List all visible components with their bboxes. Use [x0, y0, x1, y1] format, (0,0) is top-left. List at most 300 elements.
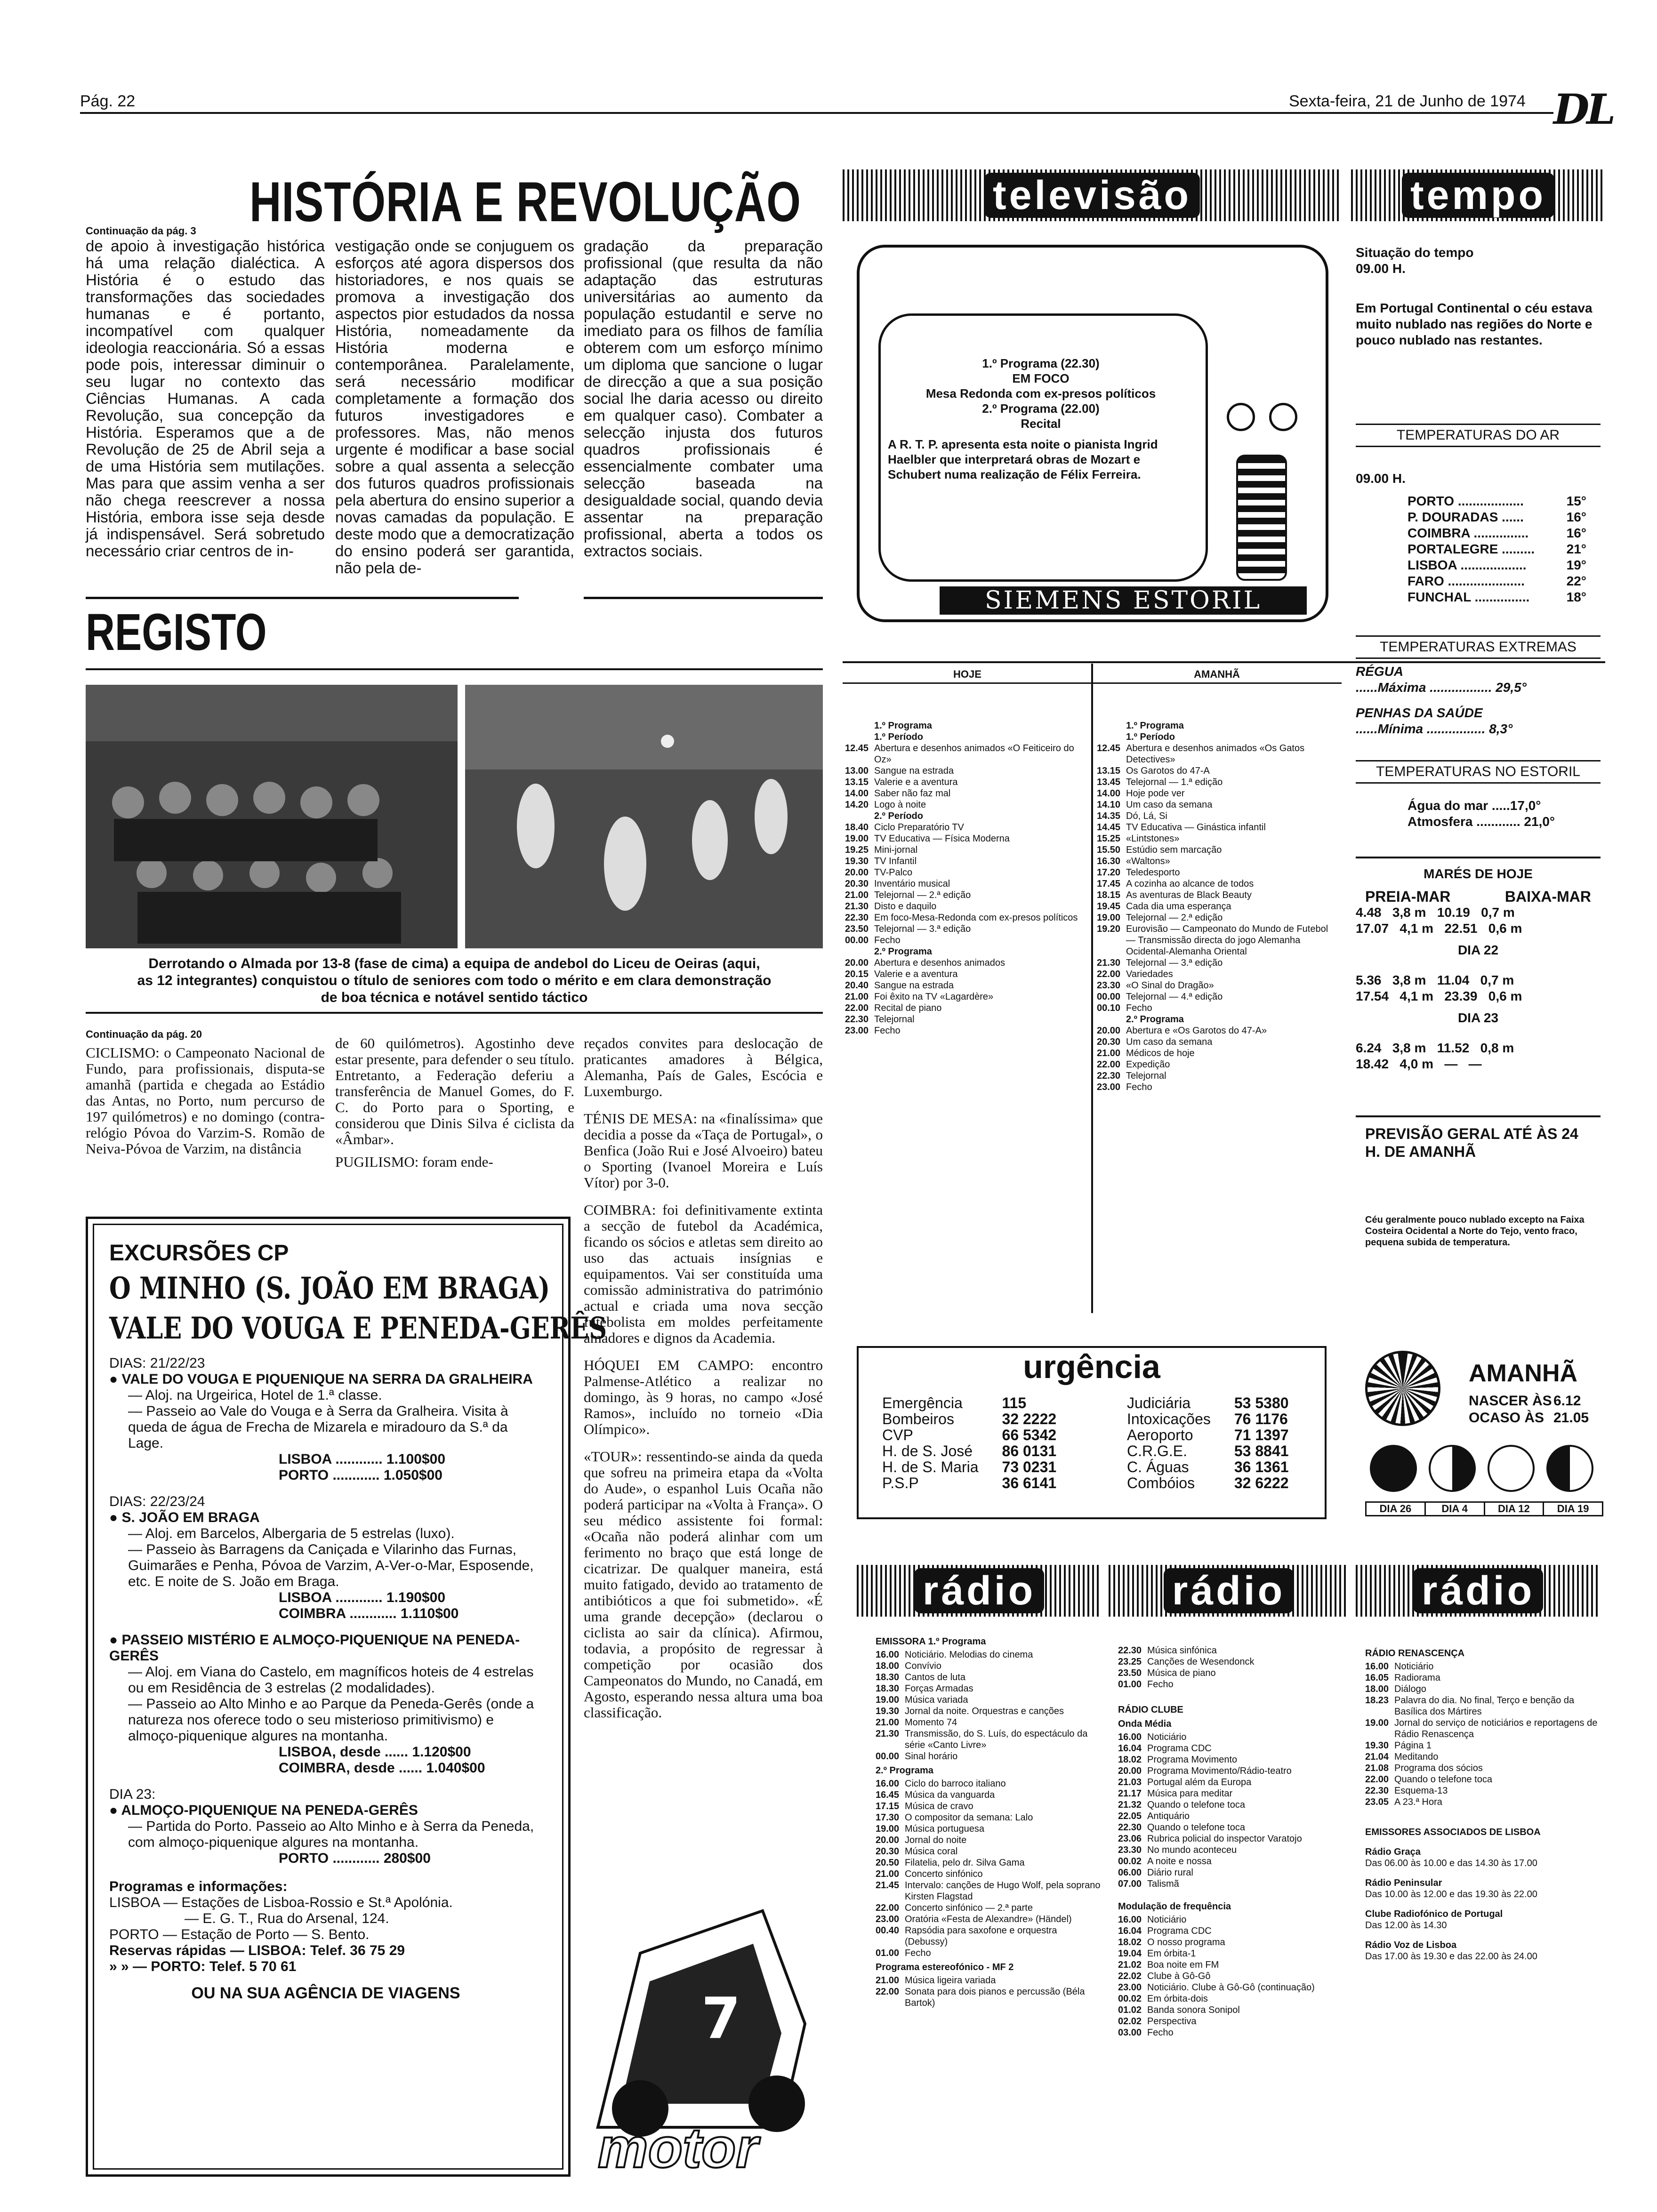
listing-title: Música portuguesa [905, 1824, 984, 1834]
urgency-row [882, 1459, 1061, 1475]
urgency-service: Emergência [882, 1395, 963, 1411]
listing-row [1118, 1822, 1344, 1833]
header-rule [80, 112, 1553, 114]
urgency-service: Bombeiros [882, 1411, 954, 1427]
motor-ad [584, 1883, 823, 2180]
radio-list [1118, 1914, 1344, 2038]
listing-row [1097, 1002, 1339, 1014]
listing-title: TV Educativa — Ginástica infantil [1126, 822, 1266, 833]
amanha-title: AMANHÃ [1469, 1360, 1578, 1387]
listing-time: 16.00 [876, 1650, 900, 1660]
listing-time: 00.00 [1097, 992, 1121, 1002]
listing-title: Jornal do serviço de noticiários e reportagens de Rádio Renascença [1394, 1718, 1598, 1739]
sunset-value: 21.05 [1553, 1410, 1589, 1426]
listing-row [876, 1672, 1102, 1683]
listing-row [1118, 1833, 1344, 1844]
sunrise-value: 6.12 [1553, 1393, 1581, 1409]
radio-banner-title: rádio [1413, 1568, 1543, 1613]
station-name: Rádio Graça [1365, 1847, 1421, 1857]
listing-time [845, 731, 874, 743]
ad-title-1: O MINHO (S. JOÃO EM BRAGA) [109, 1271, 550, 1306]
city-temp-row [1408, 541, 1586, 557]
listing-time: 20.00 [1118, 1766, 1142, 1776]
listing-time: 21.30 [1097, 958, 1121, 968]
listing-row [845, 867, 1087, 878]
listing-title: O compositor da semana: Lalo [905, 1812, 1033, 1823]
air-temps [1356, 471, 1601, 605]
listing-row [876, 1694, 1102, 1706]
listing-time: 21.00 [876, 1717, 900, 1728]
listing-row [1097, 1082, 1339, 1093]
listing-row [1097, 1070, 1339, 1082]
ad-item: ● S. JOÃO EM BRAGA [109, 1510, 260, 1525]
continuation-note: Continuação da pág. 3 [86, 225, 196, 237]
divider [584, 597, 823, 599]
listing-row [1365, 1672, 1601, 1683]
listing-title: TV Infantil [874, 856, 917, 866]
listing-title: 2.º Programa [874, 946, 932, 957]
urgency-service: H. de S. Maria [882, 1459, 979, 1475]
listing-time: 13.15 [1097, 766, 1121, 776]
tv-knob-icon [1227, 403, 1255, 431]
listing-time: 18.40 [845, 822, 869, 833]
listing-row [1118, 1937, 1344, 1948]
listing-title: Talismã [1147, 1879, 1179, 1889]
city-name: FUNCHAL ............... [1408, 590, 1530, 604]
listing-title: Jornal do noite [905, 1835, 967, 1845]
listing-title: «Lintstones» [1126, 834, 1180, 844]
listing-title: Disto e daquilo [874, 901, 937, 912]
listing-time: 22.30 [845, 913, 869, 923]
team-photo [86, 685, 458, 948]
listing-time: 20.00 [1097, 1026, 1121, 1036]
ad-price: PORTO ............ 280$00 [279, 1851, 431, 1866]
city-temp: 18° [1566, 590, 1586, 604]
new-moon-icon [1370, 1445, 1417, 1492]
listing-time: 16.30 [1097, 856, 1121, 866]
listing-time: 23.06 [1118, 1834, 1142, 1844]
listing-time: 16.04 [1118, 1743, 1142, 1754]
listing-row [1097, 810, 1339, 822]
sports-text: PUGILISMO: foram ende- [335, 1154, 493, 1170]
listing-title: Música de cravo [905, 1801, 973, 1811]
listing-title: O nosso programa [1147, 1937, 1225, 1948]
listing-row [1097, 765, 1339, 777]
sports-text: reçados convites para deslocação de praticantes amadores à Bélgica, Alemanha, País de Gales, Escócia e Luxemburgo. [584, 1035, 823, 1099]
sunrise-label: NASCER ÀS [1469, 1393, 1552, 1409]
listing-time: 22.05 [1118, 1811, 1142, 1821]
listing-title: 2.º Período [874, 811, 923, 821]
listing-time: 22.00 [1365, 1774, 1389, 1785]
listing-time [1097, 720, 1126, 731]
listing-title: Boa noite em FM [1147, 1960, 1219, 1970]
weather-banner [1351, 169, 1605, 221]
listing-row [1118, 2004, 1344, 2016]
listing-row [1118, 1754, 1344, 1765]
urgency-service: CVP [882, 1427, 913, 1443]
sports-column-3 [584, 1035, 823, 1721]
section-title: REGISTO [86, 603, 267, 661]
listing-row [876, 1948, 1102, 1959]
radio-banner-title: rádio [1164, 1568, 1294, 1613]
radio-col-3 [1365, 1645, 1601, 1962]
listing-row [1118, 1811, 1344, 1822]
listing-title: «O Sinal do Dragão» [1126, 980, 1214, 991]
tv-ad-line: 2.º Programa (22.00) [982, 401, 1100, 416]
listing-time: 03.00 [1118, 2028, 1142, 2038]
listing-title: Quando o telefone toca [1394, 1774, 1492, 1785]
listing-row [1365, 1695, 1601, 1717]
listing-row [876, 1914, 1102, 1925]
listing-row [1118, 1844, 1344, 1856]
listing-row [1365, 1683, 1601, 1695]
listing-title: Fecho [1126, 1003, 1152, 1013]
ad-info: — E. G. T., Rua do Arsenal, 124. [185, 1911, 389, 1926]
listing-time: 22.30 [845, 1014, 869, 1025]
listing-title: Em órbita-dois [1147, 1994, 1208, 2004]
urgency-table-left [882, 1395, 1061, 1491]
listing-row [1118, 1777, 1344, 1788]
listing-time: 19.04 [1118, 1948, 1142, 1959]
listing-title: Diálogo [1394, 1684, 1426, 1694]
team-photo-art [86, 685, 458, 948]
listing-title: Quando o telefone toca [1147, 1822, 1245, 1833]
listing-title: Um caso da semana [1126, 800, 1213, 810]
listing-title: Banda sonora Sonipol [1147, 2005, 1240, 2015]
listing-title: Rapsódia para saxofone e orquestra (Debussy) [905, 1925, 1057, 1947]
listing-time: 22.00 [876, 1903, 900, 1913]
tide-row: 18.42 4,0 m — — [1356, 1057, 1482, 1071]
listing-time: 21.30 [876, 1729, 900, 1739]
tv-hoje-list [845, 720, 1087, 1036]
listing-title: Fecho [874, 1026, 901, 1036]
listing-time [1097, 731, 1126, 743]
listing-title: 1.º Programa [1126, 721, 1184, 731]
excursoes-ad [86, 1217, 607, 2177]
listing-row [876, 1717, 1102, 1728]
listing-title: Antiquário [1147, 1811, 1190, 1821]
listing-time: 20.30 [845, 879, 869, 889]
article-column-2 [335, 238, 574, 577]
weather-place: PENHAS DA SAÚDE [1356, 705, 1483, 720]
listing-row [845, 957, 1087, 969]
ad-detail: — Passeio ao Alto Minho e ao Parque da Peneda-Gerês (onde a natureza nos oferece todo o seu misterioso primitivismo) e almoço-piquenique algures na montanha. [128, 1696, 534, 1744]
estoril-temp-heading: TEMPERATURAS NO ESTORIL [1356, 760, 1601, 784]
listing-row [1097, 1048, 1339, 1059]
urgency-title: urgência [1023, 1348, 1160, 1385]
weather-label: 09.00 H. [1356, 471, 1406, 486]
listing-title: Programa Movimento [1147, 1755, 1238, 1765]
listing-title: Saber não faz mal [874, 788, 951, 799]
urgency-row [882, 1475, 1061, 1491]
listing-title: 1.º Período [874, 732, 923, 742]
ad-price: COIMBRA, desde ...... 1.040$00 [279, 1760, 485, 1776]
tides-col-heading: BAIXA-MAR [1504, 888, 1591, 905]
listing-row [845, 890, 1087, 901]
listing-time: 00.02 [1118, 1994, 1142, 2004]
listing-title: Sinal horário [905, 1751, 958, 1762]
listing-time: 19.45 [1097, 901, 1121, 912]
tv-speaker-icon [1236, 455, 1287, 581]
listing-title: Telejornal — 4.ª edição [1126, 992, 1223, 1002]
ad-footer: OU NA SUA AGÊNCIA DE VIAGENS [191, 1984, 460, 2002]
urgency-number: 115 [1002, 1395, 1027, 1411]
listing-title: Um caso da semana [1126, 1037, 1213, 1047]
listing-row [1097, 788, 1339, 799]
urgency-row [1127, 1427, 1294, 1443]
listing-row [1118, 2016, 1344, 2027]
listing-title: Em foco-Mesa-Redonda com ex-presos políticos [874, 913, 1078, 923]
city-temp-row [1408, 557, 1586, 573]
first-quarter-icon [1429, 1445, 1476, 1492]
listing-row [1118, 1731, 1344, 1743]
tv-banner [843, 169, 1342, 221]
listing-row [1365, 1717, 1601, 1740]
tide-row: 17.07 4,1 m 22.51 0,6 m [1356, 921, 1522, 936]
divider [86, 597, 519, 599]
radio-subheading: Onda Média [1118, 1719, 1172, 1729]
listing-row [1118, 1993, 1344, 2004]
listing-row [876, 1823, 1102, 1835]
ad-item: ● VALE DO VOUGA E PIQUENIQUE NA SERRA DA GRALHEIRA [109, 1371, 533, 1387]
city-temp: 16° [1566, 526, 1586, 540]
listing-title: Valerie e a aventura [874, 777, 958, 787]
listing-time: 12.45 [1097, 743, 1121, 753]
listing-title: Programa dos sócios [1394, 1763, 1483, 1773]
ad-info: Reservas rápidas — LISBOA: Telef. 36 75 29 [109, 1943, 405, 1958]
city-temp-row [1408, 525, 1586, 541]
listing-title: Inventário musical [874, 879, 950, 889]
listing-time: 23.00 [1118, 1982, 1142, 1993]
listing-row [876, 1857, 1102, 1868]
urgency-service: C. Águas [1127, 1459, 1189, 1475]
listing-time: 21.08 [1365, 1763, 1389, 1773]
urgency-number: 66 5342 [1002, 1427, 1057, 1443]
listing-row [1118, 1667, 1344, 1679]
associated-stations [1365, 1846, 1601, 1962]
listing-title: A noite e nossa [1147, 1856, 1212, 1867]
listing-time: 21.17 [1118, 1788, 1142, 1799]
listing-time: 22.00 [876, 1987, 900, 1997]
listing-row [845, 765, 1087, 777]
listing-time: 21.45 [876, 1880, 900, 1891]
listing-time: 17.45 [1097, 879, 1121, 889]
listing-title: Quando o telefone toca [1147, 1800, 1245, 1810]
listing-row [1118, 1765, 1344, 1777]
sun-moon-box [1365, 1351, 1601, 1530]
listing-row [1118, 1925, 1344, 1937]
listing-title: Eurovisão — Campeonato do Mundo de Futebol — Transmissão directa do jogo Alemanha Ocidental-Alemanha Oriental [1126, 924, 1328, 957]
listing-time: 14.20 [845, 800, 869, 810]
listing-row [1097, 980, 1339, 991]
listing-time: 19.30 [876, 1706, 900, 1716]
listing-time: 00.10 [1097, 1003, 1121, 1013]
listing-time: 14.35 [1097, 811, 1121, 821]
listing-time: 22.30 [1365, 1786, 1389, 1796]
listing-title: Canções de Wesendonck [1147, 1657, 1255, 1667]
listing-title: Música de piano [1147, 1668, 1216, 1678]
listing-time: 19.00 [1365, 1718, 1389, 1728]
listing-row [1097, 901, 1339, 912]
listing-time: 14.45 [1097, 822, 1121, 833]
ad-item: ● ALMOÇO-PIQUENIQUE NA PENEDA-GERÊS [109, 1803, 418, 1818]
weather-place: RÉGUA [1356, 664, 1404, 679]
ad-title-2: VALE DO VOUGA E PENEDA-GERÊS [109, 1311, 607, 1346]
match-photo [465, 685, 823, 948]
listing-time: 22.30 [1118, 1645, 1142, 1656]
sports-text: «TOUR»: ressentindo-se ainda da queda que sofreu na primeira etapa da «Volta do Aude», o espanhol Luis Ocaña não poderá participar na «Volta à França». O seu médico assistente foi formal: «Ocaña não poderá alinhar com um ferimento no braço que está longe de cicatrizar. De qualquer maneira, está muito fatigado, devido ao tratamento de antibióticos a que foi submetido». «É uma grande decepção» (declarou o ciclista ao sair da clínica). Afirmou, todavia, a propósito de regressar à competição por ocasião dos Campeonatos do Mundo, no Canadá, em Agosto, esperando nessa altura uma boa classificação. [584, 1448, 823, 1721]
listing-title: Telejornal — 3.ª edição [1126, 958, 1223, 968]
ad-detail: — Aloj. na Urgeirica, Hotel de 1.ª classe. [128, 1387, 382, 1403]
radio-heading: Programa estereofónico - MF 2 [876, 1962, 1014, 1972]
tv-hoje-heading: HOJE [953, 668, 981, 680]
radio-list [876, 1778, 1102, 1959]
city-name: PORTO .................. [1408, 494, 1524, 508]
ad-price: LISBOA ............ 1.190$00 [279, 1590, 446, 1605]
listing-row [845, 856, 1087, 867]
listing-time: 16.05 [1365, 1673, 1389, 1683]
listing-time: 21.30 [845, 901, 869, 912]
urgency-row [1127, 1459, 1294, 1475]
listing-title: Programa CDC [1147, 1926, 1212, 1936]
listing-title: Página 1 [1394, 1740, 1432, 1751]
listing-time: 23.50 [845, 924, 869, 934]
ad-info-heading: Programas e informações: [109, 1879, 288, 1894]
listing-time: 23.00 [876, 1914, 900, 1924]
sports-text: CICLISMO: o Campeonato Nacional de Fundo, para profissionais, disputa-se amanhã (partida e chegada ao Estádio das Antas, no Porto, num percurso de 197 quilómetros) e no domingo (contra-relógio Póvoa do Varzim-S. Romão de Neiva-Póvoa de Varzim, na distância [86, 1044, 325, 1157]
listing-title: Telejornal — 2.ª edição [1126, 913, 1223, 923]
radio-heading: 2.º Programa [876, 1765, 933, 1776]
listing-title: Música ligeira variada [905, 1975, 996, 1986]
listing-title: Música sinfónica [1147, 1645, 1217, 1656]
radio-list [1118, 1645, 1344, 1690]
estoril-temps [1408, 798, 1601, 830]
listing-time: 00.00 [845, 935, 869, 946]
listing-title: Sonata para dois pianos e percussão (Béla Bartok) [905, 1987, 1085, 2008]
listing-row [1365, 1785, 1601, 1796]
listing-time [845, 810, 874, 822]
urgency-service: C.R.G.E. [1127, 1443, 1188, 1459]
ad-price: COIMBRA ............ 1.110$00 [279, 1606, 459, 1621]
weather-situation [1356, 245, 1601, 348]
listing-time: 16.00 [876, 1779, 900, 1789]
listing-title: Médicos de hoje [1126, 1048, 1195, 1058]
listing-row [876, 1801, 1102, 1812]
radio-heading: RÁDIO RENASCENÇA [1365, 1648, 1465, 1659]
listing-row [1097, 856, 1339, 867]
listing-time: 18.30 [876, 1683, 900, 1694]
listing-title: Música para meditar [1147, 1788, 1233, 1799]
tide-row: 17.54 4,1 m 23.39 0,6 m [1356, 989, 1522, 1003]
listing-time: 21.02 [1118, 1960, 1142, 1970]
listing-title: Telejornal [874, 1014, 915, 1025]
listing-row [845, 980, 1087, 991]
listing-title: Abertura e desenhos animados «Os Gatos Detectives» [1126, 743, 1305, 765]
listing-row [1097, 957, 1339, 969]
listing-title: Hoje pode ver [1126, 788, 1185, 799]
listing-title: Intervalo: canções de Hugo Wolf, pela soprano Kirsten Flagstad [905, 1880, 1101, 1902]
listing-row [876, 1835, 1102, 1846]
listing-row [1118, 1645, 1344, 1656]
radio-list [876, 1649, 1102, 1762]
listing-time: 22.00 [1097, 1059, 1121, 1070]
weather-value: Atmosfera ............ 21,0° [1408, 814, 1555, 829]
urgency-service: H. de S. José [882, 1443, 973, 1459]
listing-title: Forças Armadas [905, 1683, 973, 1694]
station-hours: Das 17.00 às 19.30 e das 22.00 às 24.00 [1365, 1951, 1537, 1962]
weather-value: ......Máxima ................. 29,5° [1356, 680, 1527, 695]
urgency-row [1127, 1395, 1294, 1411]
listing-title: Portugal além da Europa [1147, 1777, 1252, 1787]
moon-day: DIA 12 [1485, 1503, 1544, 1515]
listing-row [1118, 1867, 1344, 1878]
masthead-logo: DL [1553, 85, 1613, 134]
caption-line: Derrotando o Almada por 13-8 (fase de cima) a equipa de andebol do Liceu de Oeiras (aqui, [148, 956, 760, 971]
ad-days: DIA 23: [109, 1787, 156, 1802]
listing-row [1097, 969, 1339, 980]
tv-ad-line: A R. T. P. apresenta esta noite o pianista Ingrid Haelbler que interpretará obras de Mozart e Schubert numa realização de Félix Ferreira. [888, 437, 1158, 481]
ad-item: ● PASSEIO MISTÉRIO E ALMOÇO-PIQUENIQUE NA PENEDA-GERÊS [109, 1632, 520, 1664]
listing-title: Esquema-13 [1394, 1786, 1448, 1796]
ad-days: DIAS: 22/23/24 [109, 1494, 205, 1509]
urgency-number: 53 8841 [1234, 1443, 1289, 1459]
listing-row [845, 923, 1087, 935]
city-name: COIMBRA ............... [1408, 526, 1529, 540]
listing-time: 16.45 [876, 1790, 900, 1800]
listing-title: Telejornal — 2.ª edição [874, 890, 971, 900]
listing-row [1118, 1982, 1344, 1993]
city-temp-row [1408, 573, 1586, 589]
listing-row [1097, 867, 1339, 878]
listing-time: 18.00 [1365, 1684, 1389, 1694]
listing-time: 21.00 [876, 1869, 900, 1879]
urgency-row [882, 1443, 1061, 1459]
listing-title: Palavra do dia. No final, Terço e benção da Basílica dos Mártires [1394, 1695, 1575, 1717]
column-divider [1091, 664, 1093, 1313]
listing-row [845, 844, 1087, 856]
listing-time: 22.00 [1097, 969, 1121, 979]
city-name: P. DOURADAS ...... [1408, 510, 1524, 524]
listing-time: 13.15 [845, 777, 869, 787]
listing-row [1118, 1971, 1344, 1982]
listing-row [1097, 878, 1339, 890]
urgency-number: 86 0131 [1002, 1443, 1057, 1459]
listing-time: 23.00 [845, 1026, 869, 1036]
radio-banner-2 [1109, 1565, 1349, 1617]
caption-line: as 12 integrantes) conquistou o título de seniores com todo o mérito e em clara demonstração [137, 973, 772, 988]
listing-time: 06.00 [1118, 1867, 1142, 1878]
city-temp: 19° [1566, 558, 1586, 572]
listing-time: 21.03 [1118, 1777, 1142, 1787]
listing-title: Sangue na estrada [874, 980, 954, 991]
listing-row [1118, 2027, 1344, 2038]
moon-days [1365, 1501, 1603, 1516]
listing-title: 2.º Programa [1126, 1014, 1184, 1025]
listing-row [845, 743, 1087, 765]
urgency-number: 36 6141 [1002, 1475, 1057, 1491]
extreme-temp-heading: TEMPERATURAS EXTREMAS [1356, 635, 1601, 659]
urgency-number: 32 6222 [1234, 1475, 1289, 1491]
station-name: Rádio Peninsular [1365, 1878, 1442, 1888]
listing-row [1097, 720, 1339, 731]
listing-row [1365, 1796, 1601, 1808]
listing-row [1097, 912, 1339, 923]
urgency-row [882, 1427, 1061, 1443]
listing-row [845, 777, 1087, 788]
urgency-row [1127, 1411, 1294, 1427]
siemens-brand: SIEMENS ESTORIL [940, 586, 1307, 615]
radio-banner-3 [1356, 1565, 1601, 1617]
